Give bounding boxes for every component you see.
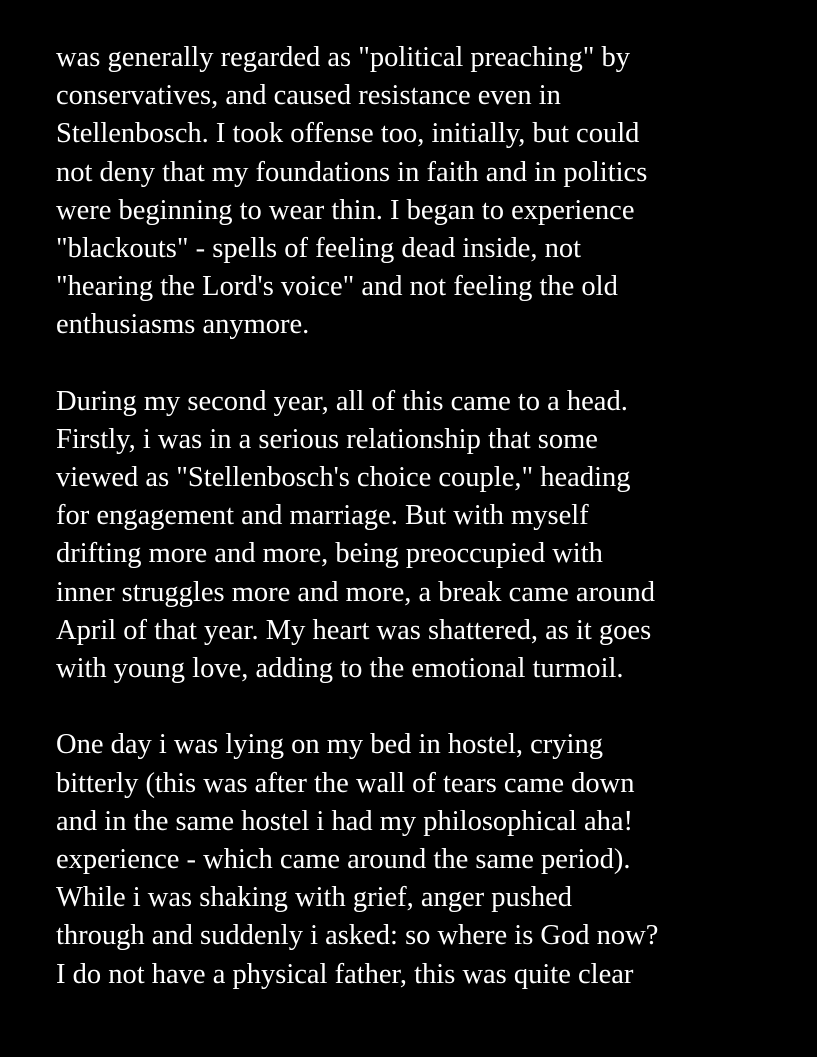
text-line: was generally regarded as "political preaching" by — [56, 42, 631, 73]
text-line: were beginning to wear thin. I began to experience — [56, 194, 635, 226]
text-line: drifting more and more, being preoccupied with — [56, 538, 603, 570]
text-line: inner struggles more and more, a break came around — [56, 576, 656, 608]
paragraph-2 — [56, 383, 796, 689]
text-line: through and suddenly i asked: so where is God now? — [56, 920, 659, 952]
text-line: While i was shaking with grief, anger pushed — [56, 882, 573, 914]
paragraph-spacer — [56, 688, 796, 726]
paragraph-3 — [56, 726, 796, 993]
text-line: "hearing the Lord's voice" and not feeling the old — [56, 271, 618, 303]
text-line: Stellenbosch. I took offense too, initially, but could — [56, 118, 640, 150]
text-line: conservatives, and caused resistance even in — [56, 80, 561, 112]
text-line: with young love, adding to the emotional turmoil. — [56, 653, 624, 684]
text-line: April of that year. My heart was shattered, as it goes — [56, 614, 652, 646]
text-line: viewed as "Stellenbosch's choice couple," heading — [56, 462, 631, 494]
text-line: and in the same hostel i had my philosophical aha! — [56, 805, 633, 837]
text-line: "blackouts" - spells of feeling dead inside, not — [56, 232, 582, 264]
paragraph-spacer — [56, 345, 796, 383]
text-line: I do not have a physical father, this was quite clear — [56, 958, 634, 990]
text-line: One day i was lying on my bed in hostel, crying — [56, 729, 603, 761]
text-line: experience - which came around the same period). — [56, 843, 631, 875]
text-line: Firstly, i was in a serious relationship that some — [56, 423, 598, 455]
text-line: for engagement and marriage. But with myself — [56, 500, 589, 532]
document-text — [56, 39, 796, 994]
text-line: enthusiasms anymore. — [56, 309, 310, 341]
text-line: During my second year, all of this came to a head. — [56, 385, 628, 417]
text-line: bitterly (this was after the wall of tears came down — [56, 767, 635, 799]
paragraph-1 — [56, 39, 796, 345]
text-line: not deny that my foundations in faith and in politics — [56, 156, 648, 188]
